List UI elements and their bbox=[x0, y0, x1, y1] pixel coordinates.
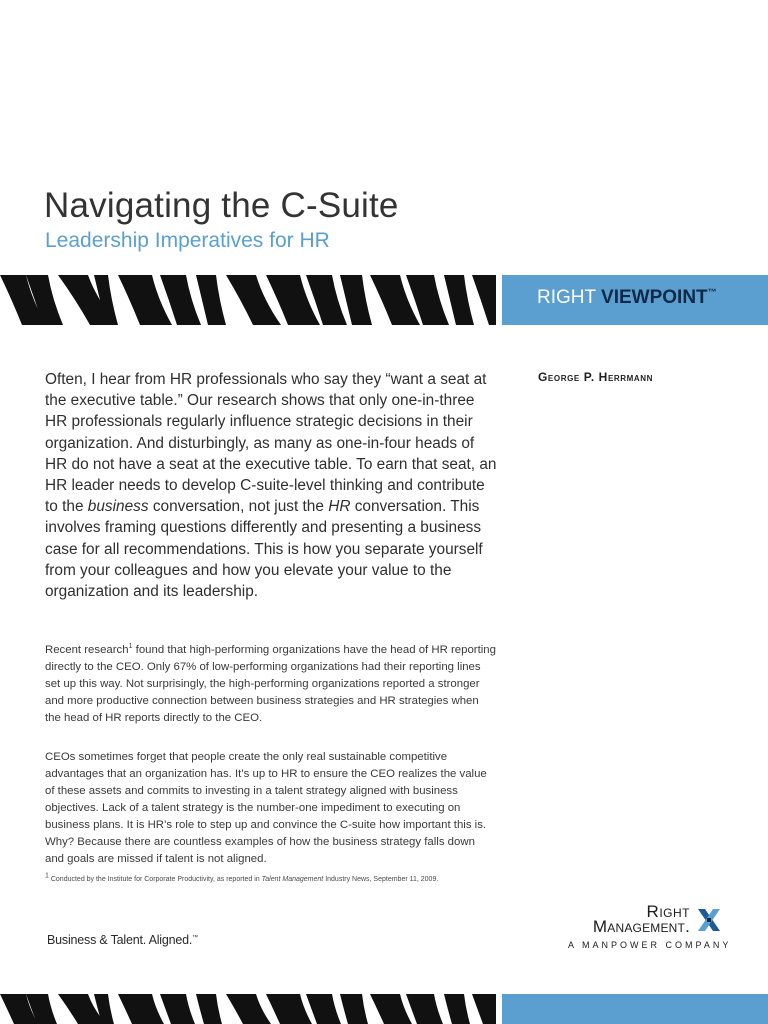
body-paragraph-2: CEOs sometimes forget that people create the only real sustainable competitive advantages that an organization has. It’s up to HR to ensure the CEO realizes the value of these assets and commits to investing in a talent strategy aligned with business objectives. Lack of a talent strategy is the number-one impediment to executing on business plans. It is HR’s role to step up and convince the C-suite how important this is. Why? Because there are countless examples of how the business strategy falls down and goals are missed if talent is not aligned. bbox=[45, 751, 487, 865]
brush-stroke bbox=[444, 275, 474, 325]
body-paragraph-1 bbox=[45, 642, 497, 727]
brush-stroke bbox=[160, 994, 195, 1024]
brush-stroke bbox=[306, 994, 341, 1024]
author-name: George P. Herrmann bbox=[538, 370, 654, 384]
banner-label-viewpoint: VIEWPOINT bbox=[601, 287, 708, 308]
body1-text-a: Recent research bbox=[45, 644, 129, 656]
brush-stroke bbox=[340, 994, 368, 1024]
tagline-text: Business & Talent. Aligned. bbox=[47, 933, 193, 947]
decorative-stripe-band-top bbox=[0, 275, 496, 325]
page-subtitle: Leadership Imperatives for HR bbox=[45, 229, 330, 252]
right-management-logo bbox=[568, 902, 732, 952]
footnote-text-b: Industry News, September 11, 2009. bbox=[323, 876, 439, 883]
footnote-number: 1 bbox=[45, 872, 49, 880]
brush-stroke bbox=[444, 994, 470, 1024]
decorative-stripe-band-bottom bbox=[0, 994, 496, 1024]
brush-stroke bbox=[472, 275, 496, 325]
page-title: Navigating the C-Suite bbox=[44, 186, 399, 225]
footer-tagline bbox=[47, 933, 198, 947]
brush-stroke bbox=[118, 994, 164, 1024]
lead-paragraph bbox=[45, 369, 497, 602]
footnote-text-a: Conducted by the Institute for Corporate Productivity, as reported in bbox=[48, 876, 262, 883]
brush-stroke bbox=[472, 994, 496, 1024]
footnote-marker: 1 bbox=[128, 643, 133, 651]
banner-trademark: ™ bbox=[707, 287, 717, 297]
brush-stroke bbox=[406, 994, 443, 1024]
brush-stroke bbox=[370, 994, 412, 1024]
lead-text-1: Often, I hear from HR professionals who say they “want a seat at the executive table.” Our research shows that only one-in-three HR professionals regularly influence strategic decisions in their organization. And disturbingly, as many as one-in-four heads of HR do not have a seat at the executive table. To earn that seat, an HR leader needs to develop C-suite-level thinking and contribute to the bbox=[45, 371, 497, 516]
lead-text-3: conversation. This involves framing questions differently and presenting a business case for all recommendations. This is how you separate yourself from your colleagues and how you elevate your value to the organization and its leadership. bbox=[45, 498, 483, 601]
bottom-blue-band bbox=[502, 994, 768, 1024]
lead-emphasis-business: business bbox=[87, 498, 149, 516]
brush-stroke bbox=[196, 994, 222, 1024]
tagline-trademark: ™ bbox=[192, 934, 198, 941]
logo-text-management: Management. bbox=[592, 917, 690, 936]
banner-label bbox=[537, 287, 717, 309]
lead-text-2: conversation, not just the bbox=[148, 498, 329, 516]
body1-text-b: found that high-performing organizations have the head of HR reporting directly to the CEO. Only 67% of low-performing organizations had their reporting lines set up this way. Not surprisingly, the high-performing organizations reported a stronger and more productive connection between business strategies and HR strategies when the head of HR reports directly to the CEO. bbox=[45, 644, 496, 724]
right-viewpoint-banner bbox=[502, 275, 768, 325]
logo-text-right: Right bbox=[646, 902, 690, 921]
brush-stroke bbox=[196, 275, 226, 325]
brush-stroke bbox=[266, 994, 312, 1024]
lead-emphasis-hr: HR bbox=[328, 498, 351, 516]
logo-x-icon bbox=[696, 907, 722, 933]
brush-stroke bbox=[226, 994, 271, 1024]
footnote-publication: Talent Management bbox=[261, 876, 324, 883]
logo-tagline: A MANPOWER COMPANY bbox=[568, 940, 732, 950]
brush-stroke bbox=[340, 275, 372, 325]
banner-label-right: RIGHT bbox=[537, 287, 602, 308]
footnote bbox=[45, 872, 505, 883]
